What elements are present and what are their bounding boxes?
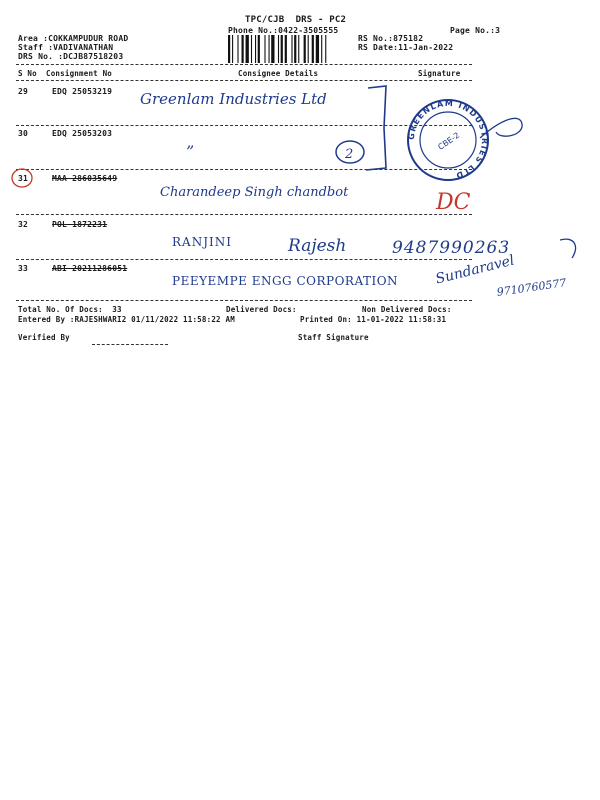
row-31-handwritten: Charandeep Singh chandbot	[160, 185, 349, 200]
row-31-consignment: MAA 286035649	[52, 174, 118, 183]
row-32-consignment: POL 1872231	[52, 220, 108, 229]
entered-by: Entered By :RAJESHWARI2 01/11/2022 11:58:22 AM	[18, 315, 235, 324]
page-number: Page No.:3	[450, 26, 501, 35]
drs-number: DRS No. :DCJB87518203	[18, 52, 124, 61]
phone-number: Phone No.:0422-3505555	[228, 26, 339, 35]
svg-text:CBE-2: CBE-2	[436, 130, 462, 152]
col-consignee: Consignee Details	[238, 69, 319, 78]
total-docs: Total No. Of Docs: 33	[18, 305, 122, 314]
printed-on: Printed On: 11-01-2022 11:58:31	[300, 315, 447, 324]
row-33-sno: 33	[18, 264, 29, 273]
row-29-handwritten: Greenlam Industries Ltd	[140, 90, 327, 108]
page-title: TPC/CJB DRS - PC2	[245, 15, 347, 25]
row-30-consignment: EDQ 25053203	[52, 129, 113, 138]
row-33-handwritten: PEEYEMPE ENGG CORPORATION	[172, 274, 399, 288]
row-29-consignment: EDQ 25053219	[52, 87, 113, 96]
row-30-sno: 30	[18, 129, 29, 138]
row-32-handwritten: RANJINI	[172, 235, 232, 249]
receiver-signature-phone: 9487990263	[392, 238, 511, 258]
receiver-signature-name: Rajesh	[288, 236, 347, 256]
handwritten-bracket	[366, 86, 386, 170]
svg-text:GREENLAM INDUSTRIES LTD: GREENLAM INDUSTRIES LTD	[406, 98, 490, 181]
row-33-consignment: ABI 20211286051	[52, 264, 128, 273]
non-delivered-docs: Non Delivered Docs:	[362, 305, 452, 314]
delivered-docs: Delivered Docs:	[226, 305, 297, 314]
col-signature: Signature	[418, 69, 461, 78]
staff-signature: Staff Signature	[298, 333, 369, 342]
svg-text:2: 2	[345, 147, 354, 162]
area-label: Area :COKKAMPUDUR ROAD	[18, 34, 129, 43]
receiver-signature-phone-2: 9710760577	[496, 276, 568, 299]
row-30-handwritten: ”	[186, 142, 195, 161]
row-32-sno: 32	[18, 220, 29, 229]
signature-scribble	[560, 239, 576, 258]
red-circle-mark	[12, 169, 32, 187]
row-31-sno: 31	[18, 174, 29, 183]
company-stamp	[407, 99, 489, 180]
verified-by: Verified By	[18, 333, 70, 342]
col-sno: S No	[18, 69, 37, 78]
circled-number-mark	[336, 141, 364, 163]
rs-date: RS Date:11-Jan-2022	[358, 43, 454, 52]
row-29-sno: 29	[18, 87, 29, 96]
staff-label: Staff :VADIVANATHAN	[18, 43, 114, 52]
col-consignment: Consignment No	[46, 69, 113, 78]
dc-mark: DC	[436, 190, 471, 215]
rs-number: RS No.:875182	[358, 34, 424, 43]
receiver-signature-name-2: Sundaravel	[434, 252, 517, 288]
